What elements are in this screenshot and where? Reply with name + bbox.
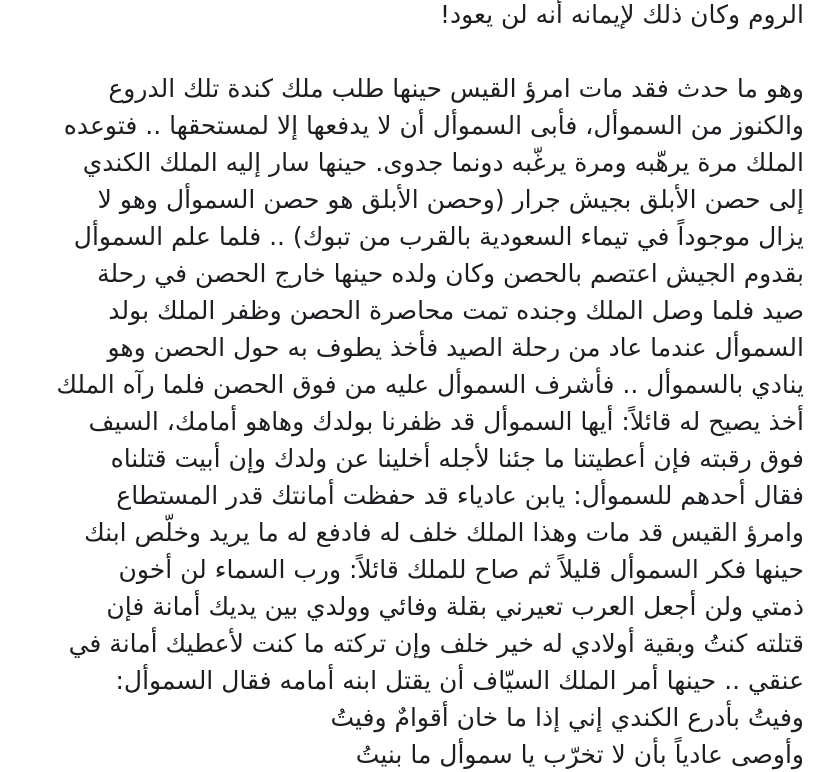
text-line: إلى حصن الأبلق بجيش جرار (وحصن الأبلق هو حصن السموأل وهو لا xyxy=(97,185,804,214)
text-line: أخذ يصيح له قائلاً: أيها السموأل قد ظفرنا بولدك وهاهو أمامك، السيف xyxy=(88,407,804,436)
text-line: صيد فلما وصل الملك وجنده تمت محاصرة الحصن وظفر الملك بولد xyxy=(108,296,804,325)
text-line: السموأل عندما عاد من رحلة الصيد فأخذ يطوف به حول الحصن وهو xyxy=(107,333,804,362)
text-line: الملك مرة يرهّبه ومرة يرغّبه دونما جدوى. حينها سار إليه الملك الكندي xyxy=(82,148,804,177)
text-line: وهو ما حدث فقد مات امرؤ القيس حينها طلب ملك كندة تلك الدروع xyxy=(108,74,804,103)
text-line: بقدوم الجيش اعتصم بالحصن وكان ولده حينها خارج الحصن في رحلة xyxy=(97,259,804,288)
text-line: يزال موجوداً في تيماء السعودية بالقرب من تبوك) .. فلما علم السموأل xyxy=(73,222,804,251)
text-line: الروم وكان ذلك لإيمانه أنه لن يعود! xyxy=(439,0,804,29)
text-line: فقال أحدهم للسموأل: يابن عادياء قد حفظت أمانتك قدر المستطاع xyxy=(116,481,804,510)
text-line: عنقي .. حينها أمر الملك السيّاف أن يقتل ابنه أمامه فقال السموأل: xyxy=(115,666,804,695)
text-line: حينها فكر السموأل قليلاً ثم صاح للملك قائلاً: ورب السماء لن أخون xyxy=(118,555,804,584)
text-line: والكنوز من السموأل، فأبى السموأل أن لا يدفعها إلا لمستحقها .. فتوعده xyxy=(63,111,804,140)
text-line: فوق رقبته فإن أعطيتنا ما جئنا لأجله أخلينا عن ولدك وإن أبيت قتلناه xyxy=(110,444,804,473)
poem-verse: وفيتُ بأدرع الكندي إني إذا ما خان أقوامٌ وفيتُ xyxy=(330,703,804,732)
text-line: ينادي بالسموأل .. فأشرف السموأل عليه من فوق الحصن فلما رآه الملك xyxy=(56,370,804,399)
poem-verse: وأوصى عادياً بأن لا تخرّب يا سموأل ما بنيتُ xyxy=(355,740,804,769)
text-line: وامرؤ القيس قد مات وهذا الملك خلف له فادفع له ما يريد وخلّص ابنك xyxy=(84,518,804,547)
text-line: ذمتي ولن أجعل العرب تعيرني بقلة وفائي وولدي بين يديك أمانة فإن xyxy=(106,592,804,621)
text-line: قتلته كنتُ وبقية أولادي له خير خلف وإن تركته ما كنت لأعطيك أمانة في xyxy=(68,629,804,658)
